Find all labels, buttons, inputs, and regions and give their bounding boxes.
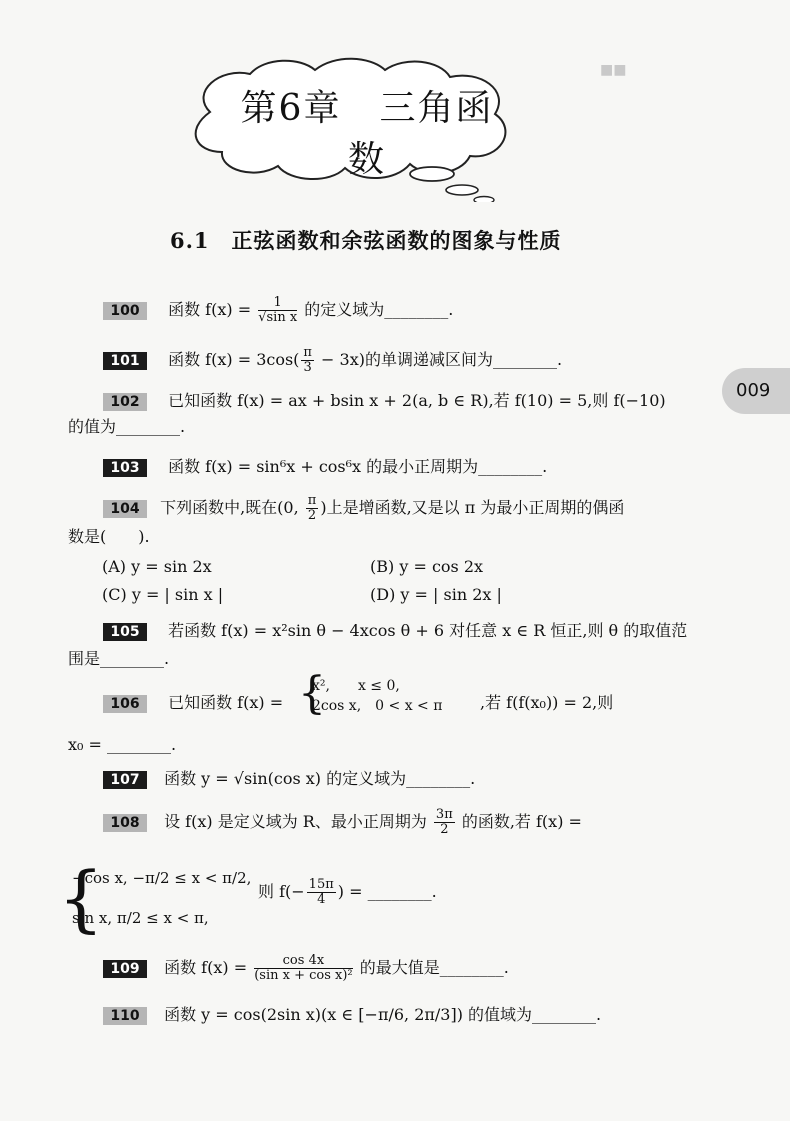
problem-number: 106 (103, 695, 147, 713)
case-1: −cos x, −π/2 ≤ x < π/2, (72, 869, 252, 887)
problem-108-tail: 则 f(− $\frac{15\pi}{4}$ ) = ________. (258, 877, 437, 907)
problem-109 (103, 954, 509, 983)
problem-text: 函数 y = √sin(cos x) 的定义域为________. (164, 769, 476, 788)
problem-text: 设 f(x) 是定义域为 R、最小正周期为 (164, 812, 432, 831)
option-b: (B) y = cos 2x (370, 557, 484, 576)
piecewise-cases: { x², x ≤ 0, 2cos x, 0 < x < π (298, 668, 443, 719)
problem-text: 函数 f(x) = (168, 300, 257, 319)
option-c: (C) y = | sin x | (102, 585, 224, 604)
problem-text: 若函数 f(x) = x²sin θ − 4xcos θ + 6 对任意 x ∈ R 恒正,则 θ 的取值范 (168, 621, 688, 640)
problem-102-line2: 的值为________. (68, 417, 186, 436)
case-2: sin x, π/2 ≤ x < π, (72, 909, 209, 927)
problem-text: 已知函数 f(x) = (168, 693, 284, 712)
problem-105 (103, 620, 687, 642)
problem-100 (103, 296, 453, 325)
problem-106 (103, 692, 283, 714)
problem-text: − 3x)的单调递减区间为________. (315, 350, 563, 369)
problem-107 (103, 768, 475, 790)
problem-text: 函数 f(x) = sin⁶x + cos⁶x 的最小正周期为________. (168, 457, 548, 476)
problem-number: 103 (103, 459, 147, 477)
section-title: 6.1 正弦函数和余弦函数的图象与性质 (170, 228, 562, 253)
problem-number: 100 (103, 302, 147, 320)
problem-number: 108 (103, 814, 147, 832)
fraction: $\frac{\cos 4x}{\text{(sin x + cos x)²}}$ (254, 953, 353, 983)
fraction: $\frac{15\pi}{4}$ (308, 877, 334, 907)
problem-101 (103, 346, 562, 375)
problem-text: 已知函数 f(x) = ax + bsin x + 2(a, b ∈ R),若 f(10) = 5,则 f(−10) (168, 391, 666, 410)
option-a: (A) y = sin 2x (102, 557, 212, 576)
fraction: $\frac{\pi}{2}$ (307, 493, 317, 523)
problem-number: 101 (103, 352, 147, 370)
problem-110 (103, 1004, 601, 1026)
problem-number: 107 (103, 771, 147, 789)
problem-106-line2: x₀ = ________. (68, 735, 177, 754)
problem-text: 函数 f(x) = (164, 958, 253, 977)
fraction: $\frac{3\pi}{2}$ (435, 807, 453, 837)
fraction: $\frac{1}{\text{√sin x}}$ (258, 295, 298, 325)
problem-text: )上是增函数,又是以 π 为最小正周期的偶函 (320, 498, 625, 517)
problem-text: 的定义域为________. (299, 300, 454, 319)
problem-number: 102 (103, 393, 147, 411)
problem-text: 的函数,若 f(x) = (456, 812, 582, 831)
problem-105-line2: 围是________. (68, 649, 170, 668)
problem-number: 105 (103, 623, 147, 641)
problem-text: 函数 f(x) = 3cos( (168, 350, 300, 369)
problem-104-line2: 数是( ). (68, 527, 150, 546)
problem-102 (103, 390, 666, 412)
problem-106-tail: ,若 f(f(x₀)) = 2,则 (480, 693, 614, 712)
fraction: $\frac{\pi}{3}$ (303, 345, 312, 375)
problem-104 (103, 494, 624, 523)
problem-text: 函数 y = cos(2sin x)(x ∈ [−π/6, 2π/3]) 的值域为________. (164, 1005, 602, 1024)
problem-number: 104 (103, 500, 147, 518)
option-d: (D) y = | sin 2x | (370, 585, 502, 604)
chapter-title: 第6章 三角函数 (240, 88, 494, 180)
problem-text: 的最大值是________. (354, 958, 509, 977)
page-number: 009 (736, 380, 771, 401)
problem-text: 下列函数中,既在(0, (160, 498, 304, 517)
case-2: 2cos x, 0 < x < π (312, 698, 443, 714)
bleed-through-decoration: ■■ (600, 62, 627, 78)
piecewise-cases-108: { −cos x, −π/2 ≤ x < π/2, sin x, π/2 ≤ x < π, (58, 856, 252, 940)
problem-number: 109 (103, 960, 147, 978)
problem-108 (103, 808, 582, 837)
case-1: x², x ≤ 0, (312, 678, 400, 694)
problem-103 (103, 456, 547, 478)
problem-number: 110 (103, 1007, 147, 1025)
